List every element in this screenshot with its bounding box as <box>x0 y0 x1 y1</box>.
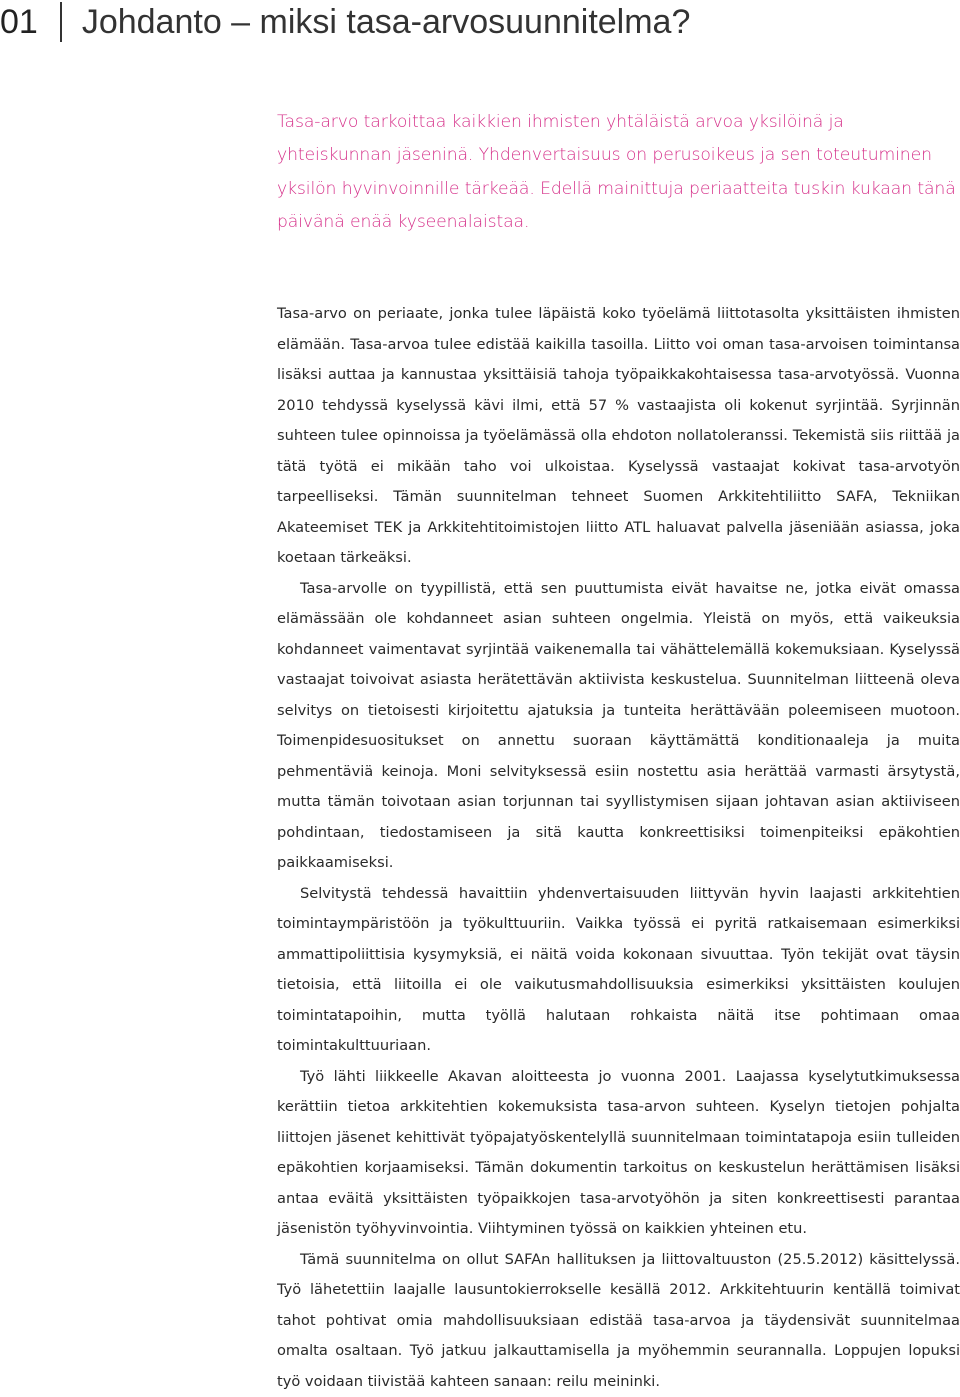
body-paragraph: Työ lähti liikkeelle Akavan aloitteesta jo vuonna 2001. Laajassa kyselytutkimuksessa kerättiin tietoa arkkitehtien kokemuksista tasa-arvon suhteen. Kyselyn tietojen pohjalta liittojen jäsenet kehittivät työpajatyöskentelyllä suunnitelmaan toimintatapoja esiin tulleiden epäkohtien korjaamiseksi. Tämän dokumentin tarkoitus on keskustelun herättämisen lisäksi antaa eväitä yksittäisten työpaikkojen tasa-arvotyöhön ja siten konkreettisesti parantaa jäsenistön työhyvinvointia. Viihtyminen työssä on kaikkien yhteinen etu. <box>277 1062 960 1245</box>
body-paragraph: Selvitystä tehdessä havaittiin yhdenvertaisuuden liittyvän hyvin laajasti arkkitehtien toimintaympäristöön ja työkulttuuriin. Vaikka työssä ei pyritä ratkaisemaan esimerkiksi ammattipoliittisia kysymyksiä, ei näitä voida kokonaan sivuuttaa. Työn tekijät ovat täysin tietoisia, että liitoilla ei ole vaikutusmahdollisuuksia esimerkiksi yksittäisten koulujen toimintatapoihin, mutta työllä halutaan rohkaista näitä itse pohtimaan omaa toimintakulttuuriaan. <box>277 879 960 1062</box>
body-paragraph: Tasa-arvolle on tyypillistä, että sen puuttumista eivät havaitse ne, jotka eivät omassa elämässään ole kohdanneet asian suhteen ongelmia. Yleistä on myös, että vaikeuksia kohdanneet vaimentavat syrjintää vaikenemalla tai vähättelemällä kokemuksiaan. Kyselyssä vastaajat toivoivat asiasta herätettävän aktiivista keskustelua. Suunnitelman liitteenä oleva selvitys on tietoisesti kirjoitettu ajatuksia ja tunteita herättävään poleemiseen muotoon. Toimenpidesuositukset on annettu suoraan käyttämättä konditionaaleja ja muita pehmentäviä keinoja. Moni selvityksessä esiin nostettu asia herättää varmasti ärsytystä, mutta tämän toivotaan asian torjunnan tai syyllistymisen sijaan johtavan asian aktiiviseen pohdintaan, tiedostamiseen ja sitä kautta konkreettisiksi toimenpiteiksi epäkohtien paikkaamiseksi. <box>277 574 960 879</box>
intro-lead-paragraph: Tasa-arvo tarkoittaa kaikkien ihmisten yhtäläistä arvoa yksilöinä ja yhteiskunnan jäseninä. Yhdenvertaisuus on perusoikeus ja sen toteutuminen yksilön hyvinvoinnille tärkeää. Edellä mainittuja periaatteita tuskin kukaan tänä päivänä enää kyseenalaistaa. <box>277 106 957 239</box>
chapter-title: Johdanto – miksi tasa-arvosuunnitelma? <box>82 3 691 42</box>
chapter-number: 01 <box>0 3 38 42</box>
heading-divider <box>60 2 62 42</box>
body-paragraph: Tasa-arvo on periaate, jonka tulee läpäistä koko työelämä liittotasolta yksittäisten ihmisten elämään. Tasa-arvoa tulee edistää kaikilla tasoilla. Liitto voi oman tasa-arvoisen toimintansa lisäksi auttaa ja kannustaa yksittäisiä tahoja työpaikkakohtaisessa tasa-arvotyössä. Vuonna 2010 tehdyssä kyselyssä kävi ilmi, että 57 % vastaajista oli kokenut syrjintää. Syrjinnän suhteen tulee opinnoissa ja työelämässä olla ehdoton nollatoleranssi. Tekemistä siis riittää ja tätä työtä ei mikään taho voi ulkoistaa. Kyselyssä vastaajat kokivat tasa-arvotyön tarpeelliseksi. Tämän suunnitelman tehneet Suomen Arkkitehtiliitto SAFA, Tekniikan Akateemiset TEK ja Arkkitehtitoimistojen liitto ATL haluavat palvella jäseniään asiassa, joka koetaan tärkeäksi. <box>277 299 960 574</box>
body-paragraph: Tämä suunnitelma on ollut SAFAn hallituksen ja liittovaltuuston (25.5.2012) käsittelyssä. Työ lähetettiin laajalle lausuntokierrokselle kesällä 2012. Arkkitehtuurin kentällä toimivat tahot pohtivat omia mahdollisuuksiaan edistää tasa-arvoa ja täydensivät suunnitelmaa omalta osaltaan. Työ jatkuu jalkauttamisella ja myöhemmin seurannalla. Loppujen lopuksi työ voidaan tiivistää kahteen sanaan: reilu meininki. <box>277 1245 960 1397</box>
body-text <box>277 299 960 1397</box>
page-heading <box>0 0 690 44</box>
